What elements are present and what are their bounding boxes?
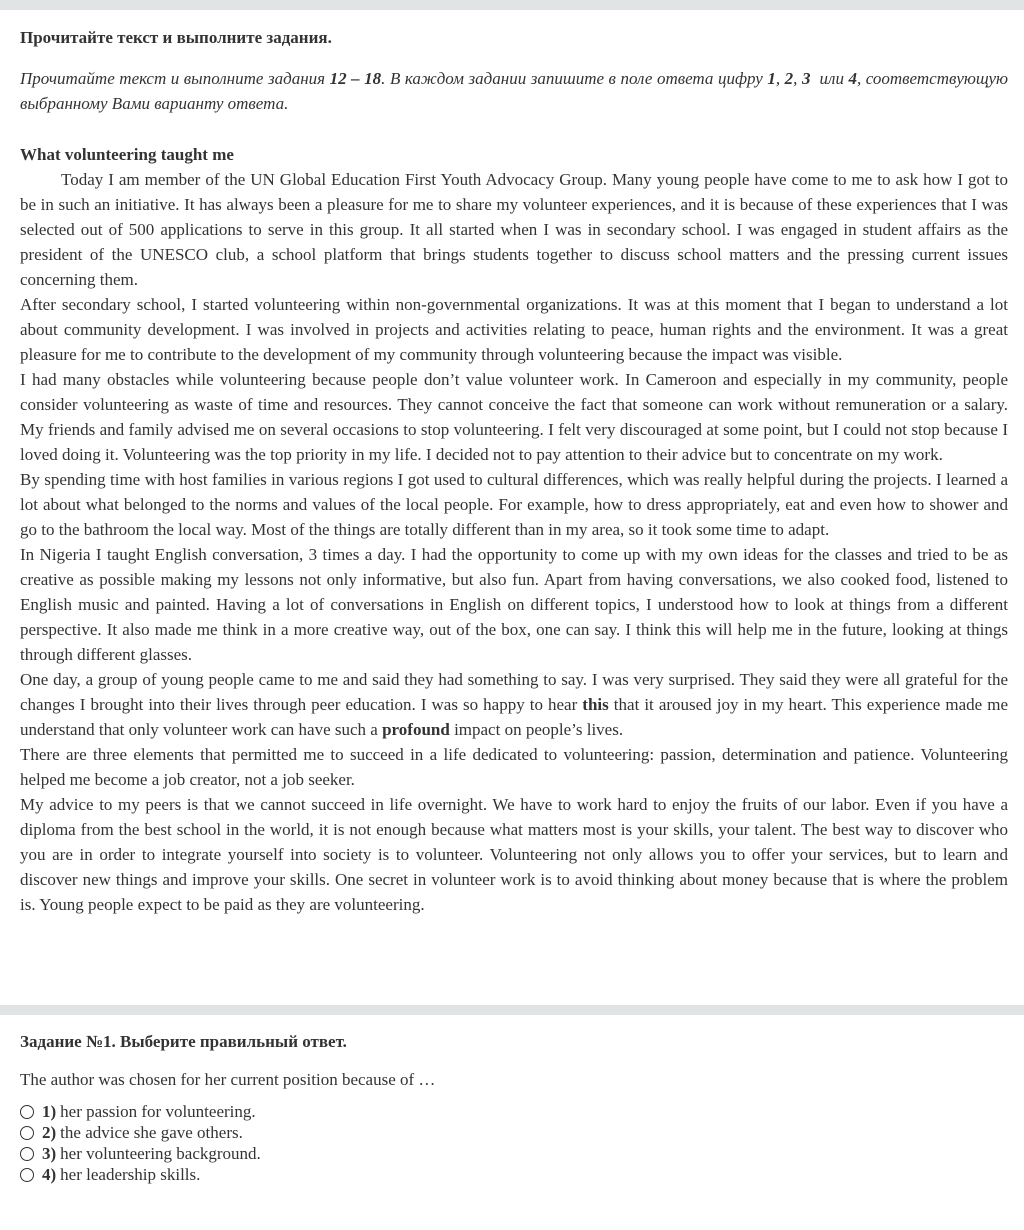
instr-text: , соответствующую выбранному Вами варианту ответа. xyxy=(20,69,1009,113)
instr-digit: 4 xyxy=(848,69,857,88)
instr-digit: 3 xyxy=(801,69,811,88)
option-number: 1) xyxy=(42,1102,57,1121)
task-title: Задание №1. Выберите правильный ответ. xyxy=(20,1032,347,1051)
article xyxy=(20,142,1008,917)
answer-option-3[interactable] xyxy=(20,1143,1008,1164)
radio-button[interactable] xyxy=(20,1105,34,1119)
article-title: What volunteering taught me xyxy=(20,145,234,164)
article-paragraph xyxy=(20,667,1008,742)
answer-option-2[interactable] xyxy=(20,1122,1008,1143)
instr-range: 12 – 18 xyxy=(329,69,382,88)
answer-options xyxy=(20,1101,1008,1185)
option-number: 4) xyxy=(42,1165,57,1184)
instr-digit: 1 xyxy=(767,69,776,88)
text: One day, a group of young people came to me and said they had something to say. I was very surprised. They said they were all grateful for the changes I brought into their lives through peer education. I was so happy to hear xyxy=(20,670,1008,714)
top-bar xyxy=(0,0,1024,10)
question-text: The author was chosen for her current position because of … xyxy=(20,1070,436,1089)
radio-button[interactable] xyxy=(20,1126,34,1140)
article-paragraph: I had many obstacles while volunteering because people don’t value volunteer work. In Cameroon and especially in my community, people consider volunteering as waste of time and resources. They cannot conceive the fact that someone can work without remuneration or a salary. My friends and family advised me on several occasions to stop volunteering. I felt very discouraged at some point, but I could not stop because I loved doing it. Volunteering was the top priority in my life. I decided not to pay attention to their advice but to concentrate on my work. xyxy=(20,370,1008,464)
instr-sep: , xyxy=(775,69,785,88)
radio-button[interactable] xyxy=(20,1168,34,1182)
highlighted-word: this xyxy=(582,695,609,714)
section-divider xyxy=(0,1005,1024,1015)
option-text: her leadership skills. xyxy=(60,1165,201,1184)
instr-sep: , xyxy=(793,69,802,88)
text: that it aroused joy in my heart. This experience made me understand that only volunteer work can have such a xyxy=(20,695,1008,739)
instructions xyxy=(20,66,1008,116)
article-paragraph: There are three elements that permitted me to succeed in a life dedicated to volunteering: passion, determination and patience. Volunteering helped me become a job creator, not a job seeker. xyxy=(20,745,1008,789)
option-number: 3) xyxy=(42,1144,57,1163)
article-paragraph: After secondary school, I started volunteering within non-governmental organizations. It was at this moment that I began to understand a lot about community development. I was involved in projects and activities relating to peace, human rights and the environment. It was a great pleasure for me to contribute to the development of my community through volunteering because the impact was visible. xyxy=(20,295,1008,364)
radio-button[interactable] xyxy=(20,1147,34,1161)
instr-sep: или xyxy=(810,69,849,88)
option-text: the advice she gave others. xyxy=(60,1123,243,1142)
article-paragraph: Today I am member of the UN Global Education First Youth Advocacy Group. Many young people have come to me to ask how I got to be in such an initiative. It has always been a pleasure for me to share my volunteer experiences, and it is because of these experiences that I was selected out of 500 applications to serve in this group. It all started when I was in secondary school. I was engaged in student affairs as the president of the UNESCO club, a school platform that brings students together to discuss school matters and the pressing current issues concerning them. xyxy=(20,170,1008,289)
page-title: Прочитайте текст и выполните задания. xyxy=(20,28,332,47)
highlighted-word: profound xyxy=(382,720,450,739)
instr-digit: 2 xyxy=(784,69,794,88)
option-number: 2) xyxy=(42,1123,57,1142)
instr-text: . В каждом задании запишите в поле ответа цифру xyxy=(381,69,768,88)
option-text: her passion for volunteering. xyxy=(60,1102,256,1121)
article-paragraph: My advice to my peers is that we cannot succeed in life overnight. We have to work hard to enjoy the fruits of our labor. Even if you have a diploma from the best school in the world, it is not enough because what matters most is your skills, your talent. The best way to discover who you are in order to integrate yourself into society is to volunteer. Volunteering not only allows you to offer your services, but to learn and discover new things and improve your skills. One secret in volunteer work is to avoid thinking about money because that is where the problem is. Young people expect to be paid as they are volunteering. xyxy=(20,795,1008,914)
option-text: her volunteering background. xyxy=(60,1144,261,1163)
instr-text: Прочитайте текст и выполните задания xyxy=(20,69,330,88)
article-paragraph: In Nigeria I taught English conversation, 3 times a day. I had the opportunity to come up with my own ideas for the classes and tried to be as creative as possible making my lessons not only informative, but also fun. Apart from having conversations, we also cooked food, listened to English music and painted. Having a lot of conversations in English on different topics, I understood how to look at things from a different perspective. It also made me think in a more creative way, out of the box, one can say. I think this will help me in the future, looking at things through different glasses. xyxy=(20,545,1008,664)
article-paragraph: By spending time with host families in various regions I got used to cultural differences, which was really helpful during the projects. I learned a lot about what belonged to the norms and values of the local people. For example, how to dress appropriately, eat and even how to shower and go to the bathroom the local way. Most of the things are totally different than in my area, so it took some time to adapt. xyxy=(20,470,1008,539)
text: impact on people’s lives. xyxy=(449,720,624,739)
answer-option-1[interactable] xyxy=(20,1101,1008,1122)
answer-option-4[interactable] xyxy=(20,1164,1008,1185)
